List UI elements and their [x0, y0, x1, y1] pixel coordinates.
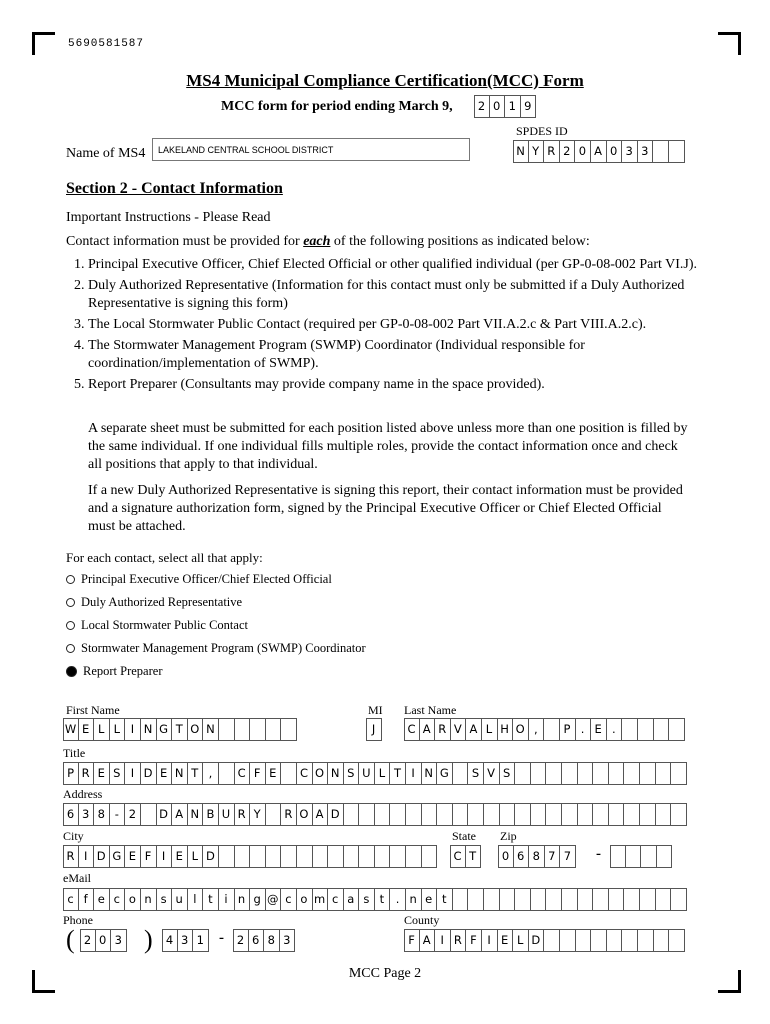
char-cell [390, 845, 406, 868]
char-cell [546, 803, 562, 826]
char-cell [591, 929, 607, 952]
char-cell: 2 [233, 929, 249, 952]
char-cell: T [172, 718, 188, 741]
intro-text: Contact information must be provided for each of the following positions as indicated below: [66, 234, 590, 249]
char-cell [281, 762, 297, 785]
char-cell: G [110, 845, 126, 868]
char-cell: 2 [474, 95, 490, 118]
zip-label: Zip [500, 829, 517, 843]
char-cell [609, 803, 625, 826]
radio-icon[interactable] [66, 644, 75, 653]
char-cell: A [591, 140, 607, 163]
char-cell [671, 888, 687, 911]
char-cell: E [591, 718, 607, 741]
char-cell: 3 [280, 929, 296, 952]
char-cell: s [359, 888, 375, 911]
char-cell: E [79, 718, 95, 741]
phone-line-field[interactable] [233, 929, 295, 952]
char-cell: H [498, 718, 514, 741]
char-cell [468, 888, 484, 911]
char-cell: U [359, 762, 375, 785]
char-cell [640, 762, 656, 785]
char-cell: 6 [514, 845, 530, 868]
spdes-id-field[interactable] [513, 140, 685, 163]
char-cell: N [422, 762, 438, 785]
radio-icon[interactable] [66, 621, 75, 630]
char-cell: I [125, 718, 141, 741]
char-cell: O [313, 762, 329, 785]
char-cell [266, 845, 282, 868]
char-cell [344, 803, 360, 826]
char-cell [626, 845, 642, 868]
char-cell [437, 803, 453, 826]
char-cell: . [576, 718, 592, 741]
char-cell [281, 845, 297, 868]
char-cell: 3 [622, 140, 638, 163]
char-cell [468, 803, 484, 826]
char-cell [141, 803, 157, 826]
char-cell: t [375, 888, 391, 911]
char-cell [669, 718, 685, 741]
char-cell [560, 929, 576, 952]
char-cell: F [404, 929, 420, 952]
phone-open-paren: ( [66, 925, 75, 954]
char-cell [235, 845, 251, 868]
note-authorized-rep: If a new Duly Authorized Representative is signing this report, their contact information must be provided and a signature authorization form, signed by the Principal Executive Officer or Chief Elected Official must be attached. [88, 483, 683, 534]
last-name-label: Last Name [404, 703, 457, 717]
char-cell: 3 [638, 140, 654, 163]
char-cell [607, 929, 623, 952]
char-cell: - [110, 803, 126, 826]
char-cell: D [328, 803, 344, 826]
first-name-field[interactable] [63, 718, 297, 741]
phone-dash: - [219, 930, 224, 946]
char-cell: 3 [79, 803, 95, 826]
role-label: Principal Executive Officer/Chief Elected Official [81, 572, 332, 586]
char-cell: S [110, 762, 126, 785]
char-cell: u [172, 888, 188, 911]
char-cell [219, 845, 235, 868]
char-cell [562, 888, 578, 911]
char-cell: 7 [545, 845, 561, 868]
char-cell: c [63, 888, 79, 911]
phone-prefix-field[interactable] [162, 929, 209, 952]
address-label: Address [63, 787, 103, 801]
char-cell: 3 [178, 929, 194, 952]
char-cell [453, 803, 469, 826]
char-cell: m [313, 888, 329, 911]
char-cell [281, 718, 297, 741]
char-cell [453, 888, 469, 911]
corner-mark-top-right [718, 32, 741, 55]
role-option-report-preparer[interactable] [66, 664, 162, 679]
important-instructions: Important Instructions - Please Read [66, 210, 271, 225]
char-cell: N [328, 762, 344, 785]
char-cell [656, 762, 672, 785]
char-cell: a [344, 888, 360, 911]
char-cell: 4 [162, 929, 178, 952]
state-label: State [452, 829, 476, 843]
char-cell [328, 845, 344, 868]
char-cell [406, 803, 422, 826]
position-item: 2. Duly Authorized Representative (Information for this contact must only be submitted if a Duly Authorized Representative is signing this form) [88, 277, 706, 313]
char-cell: N [141, 718, 157, 741]
first-name-label: First Name [66, 703, 120, 717]
char-cell [484, 888, 500, 911]
char-cell [546, 762, 562, 785]
role-option-principal[interactable] [66, 572, 332, 587]
char-cell [250, 845, 266, 868]
state-field[interactable] [450, 845, 481, 868]
char-cell: C [297, 762, 313, 785]
char-cell [638, 718, 654, 741]
char-cell: R [281, 803, 297, 826]
char-cell: e [422, 888, 438, 911]
char-cell: N [172, 762, 188, 785]
char-cell: A [466, 718, 482, 741]
email-label: eMail [63, 871, 91, 885]
char-cell: i [219, 888, 235, 911]
char-cell [359, 803, 375, 826]
phone-label: Phone [63, 913, 93, 927]
char-cell: L [110, 718, 126, 741]
char-cell [297, 845, 313, 868]
char-cell: P [63, 762, 79, 785]
phone-area-field[interactable] [80, 929, 127, 952]
char-cell [375, 845, 391, 868]
char-cell: , [529, 718, 545, 741]
char-cell: L [188, 845, 204, 868]
char-cell [624, 762, 640, 785]
char-cell: V [451, 718, 467, 741]
radio-icon[interactable] [66, 598, 75, 607]
char-cell: R [435, 718, 451, 741]
char-cell: @ [266, 888, 282, 911]
char-cell [500, 803, 516, 826]
role-option-swmp-coordinator[interactable] [66, 641, 366, 656]
char-cell [562, 803, 578, 826]
char-cell: g [250, 888, 266, 911]
char-cell: R [544, 140, 560, 163]
char-cell: s [157, 888, 173, 911]
char-cell: V [484, 762, 500, 785]
county-field[interactable] [404, 929, 685, 952]
char-cell [653, 140, 669, 163]
zip-dash: - [596, 846, 601, 862]
char-cell: R [63, 845, 79, 868]
char-cell: 0 [96, 929, 112, 952]
mi-label: MI [368, 703, 383, 717]
char-cell: R [451, 929, 467, 952]
serial-number: 5690581587 [68, 38, 145, 50]
char-cell [576, 929, 592, 952]
char-cell [390, 803, 406, 826]
char-cell: R [79, 762, 95, 785]
position-item: 5. Report Preparer (Consultants may provide company name in the space provided). [88, 376, 706, 394]
char-cell: A [172, 803, 188, 826]
char-cell: W [63, 718, 79, 741]
char-cell: D [157, 803, 173, 826]
char-cell [669, 140, 685, 163]
char-cell: N [203, 718, 219, 741]
char-cell: I [79, 845, 95, 868]
char-cell [500, 888, 516, 911]
char-cell: O [513, 718, 529, 741]
char-cell [609, 762, 625, 785]
char-cell: n [141, 888, 157, 911]
char-cell [546, 888, 562, 911]
char-cell [593, 888, 609, 911]
mi-field[interactable] [366, 718, 382, 741]
char-cell: C [235, 762, 251, 785]
char-cell: 1 [505, 95, 521, 118]
char-cell [344, 845, 360, 868]
char-cell [610, 845, 626, 868]
section-title: Section 2 - Contact Information [66, 180, 283, 197]
char-cell: F [250, 762, 266, 785]
char-cell: 2 [125, 803, 141, 826]
char-cell: I [125, 762, 141, 785]
char-cell: L [94, 718, 110, 741]
char-cell [266, 718, 282, 741]
radio-icon[interactable] [66, 575, 75, 584]
char-cell: n [235, 888, 251, 911]
char-cell: 2 [80, 929, 96, 952]
county-label: County [404, 913, 440, 927]
role-label: Report Preparer [83, 664, 163, 678]
char-cell: I [406, 762, 422, 785]
role-label: Duly Authorized Representative [81, 595, 243, 609]
char-cell: 9 [521, 95, 537, 118]
char-cell: F [141, 845, 157, 868]
char-cell: 1 [193, 929, 209, 952]
char-cell [235, 718, 251, 741]
char-cell: 0 [490, 95, 506, 118]
char-cell [359, 845, 375, 868]
char-cell: S [500, 762, 516, 785]
char-cell: 6 [63, 803, 79, 826]
char-cell [624, 803, 640, 826]
char-cell: o [297, 888, 313, 911]
page-number: MCC Page 2 [348, 966, 422, 981]
char-cell: . [390, 888, 406, 911]
char-cell [624, 888, 640, 911]
char-cell [609, 888, 625, 911]
char-cell: F [466, 929, 482, 952]
ms4-name-label: Name of MS4 [66, 146, 146, 161]
char-cell: 6 [249, 929, 265, 952]
char-cell: , [203, 762, 219, 785]
char-cell [531, 803, 547, 826]
char-cell [640, 803, 656, 826]
char-cell: 8 [264, 929, 280, 952]
char-cell: 0 [575, 140, 591, 163]
char-cell [669, 929, 685, 952]
char-cell [593, 762, 609, 785]
title-label: Title [63, 746, 86, 760]
char-cell [515, 803, 531, 826]
char-cell: N [188, 803, 204, 826]
phone-close-paren: ) [144, 925, 153, 954]
char-cell [654, 929, 670, 952]
char-cell: D [529, 929, 545, 952]
title-field[interactable] [63, 762, 687, 785]
char-cell: c [281, 888, 297, 911]
spdes-label: SPDES ID [516, 124, 568, 138]
char-cell [531, 888, 547, 911]
role-label: Stormwater Management Program (SWMP) Coordinator [81, 641, 366, 655]
char-cell [638, 929, 654, 952]
char-cell: A [313, 803, 329, 826]
char-cell: S [344, 762, 360, 785]
char-cell: t [203, 888, 219, 911]
city-field[interactable] [63, 845, 437, 868]
char-cell: E [498, 929, 514, 952]
char-cell: L [513, 929, 529, 952]
char-cell: T [188, 762, 204, 785]
char-cell [656, 803, 672, 826]
char-cell: c [110, 888, 126, 911]
corner-mark-top-left [32, 32, 55, 55]
char-cell: A [420, 929, 436, 952]
char-cell: o [125, 888, 141, 911]
char-cell [656, 888, 672, 911]
period-label: MCC form for period ending March 9, [221, 99, 453, 114]
char-cell: I [157, 845, 173, 868]
char-cell [422, 845, 438, 868]
char-cell: P [560, 718, 576, 741]
position-item: 1. Principal Executive Officer, Chief Elected Official or other qualified individual (per GP-0-08-002 Part VI.J). [88, 256, 706, 274]
radio-icon[interactable] [66, 666, 77, 677]
char-cell [654, 718, 670, 741]
char-cell: L [482, 718, 498, 741]
char-cell: I [435, 929, 451, 952]
char-cell [515, 888, 531, 911]
char-cell: 2 [560, 140, 576, 163]
char-cell: L [375, 762, 391, 785]
char-cell: O [188, 718, 204, 741]
char-cell [641, 845, 657, 868]
char-cell: G [157, 718, 173, 741]
address-field[interactable] [63, 803, 687, 826]
char-cell: t [437, 888, 453, 911]
city-label: City [63, 829, 84, 843]
char-cell [671, 803, 687, 826]
char-cell [266, 803, 282, 826]
ms4-name-input[interactable]: LAKELAND CENTRAL SCHOOL DISTRICT [152, 138, 470, 161]
char-cell [657, 845, 673, 868]
position-item: 3. The Local Stormwater Public Contact (required per GP-0-08-002 Part VII.A.2.c & Part VIII.A.2.c). [88, 316, 706, 334]
zip4-field[interactable] [610, 845, 672, 868]
char-cell [640, 888, 656, 911]
char-cell [422, 803, 438, 826]
char-cell: n [406, 888, 422, 911]
char-cell: 8 [94, 803, 110, 826]
char-cell: I [482, 929, 498, 952]
char-cell: c [328, 888, 344, 911]
char-cell [622, 929, 638, 952]
char-cell [622, 718, 638, 741]
char-cell: . [607, 718, 623, 741]
char-cell: 8 [529, 845, 545, 868]
char-cell: A [420, 718, 436, 741]
char-cell [406, 845, 422, 868]
char-cell: D [141, 762, 157, 785]
char-cell: E [125, 845, 141, 868]
char-cell [531, 762, 547, 785]
char-cell: O [297, 803, 313, 826]
char-cell: U [219, 803, 235, 826]
char-cell [219, 718, 235, 741]
char-cell [562, 762, 578, 785]
position-item: 4. The Stormwater Management Program (SWMP) Coordinator (Individual responsible for coordination/implementation of SWMP). [88, 337, 706, 373]
char-cell: E [94, 762, 110, 785]
char-cell [578, 762, 594, 785]
char-cell [375, 803, 391, 826]
char-cell: E [157, 762, 173, 785]
period-year-field[interactable] [474, 95, 536, 118]
char-cell: 3 [111, 929, 127, 952]
email-field[interactable] [63, 888, 687, 911]
role-label: Local Stormwater Public Contact [81, 618, 248, 632]
char-cell [544, 718, 560, 741]
role-option-public-contact[interactable] [66, 618, 248, 633]
char-cell [671, 762, 687, 785]
char-cell [219, 762, 235, 785]
char-cell: J [366, 718, 382, 741]
char-cell: T [390, 762, 406, 785]
char-cell [593, 803, 609, 826]
last-name-field[interactable] [404, 718, 685, 741]
char-cell [250, 718, 266, 741]
char-cell: 0 [498, 845, 514, 868]
char-cell [484, 803, 500, 826]
form-title: MS4 Municipal Compliance Certification(MCC) Form [186, 71, 584, 90]
char-cell: C [404, 718, 420, 741]
char-cell: B [203, 803, 219, 826]
char-cell: S [468, 762, 484, 785]
char-cell: e [94, 888, 110, 911]
char-cell: 0 [607, 140, 623, 163]
char-cell: f [79, 888, 95, 911]
positions-list [66, 256, 706, 397]
char-cell: l [188, 888, 204, 911]
char-cell: Y [529, 140, 545, 163]
role-option-duly-authorized[interactable] [66, 595, 242, 610]
char-cell: D [203, 845, 219, 868]
char-cell: E [266, 762, 282, 785]
char-cell: R [235, 803, 251, 826]
char-cell: T [466, 845, 482, 868]
char-cell: E [172, 845, 188, 868]
char-cell [453, 762, 469, 785]
char-cell: 7 [560, 845, 576, 868]
char-cell [544, 929, 560, 952]
char-cell [578, 888, 594, 911]
char-cell: G [437, 762, 453, 785]
char-cell [578, 803, 594, 826]
char-cell: Y [250, 803, 266, 826]
note-separate-sheet: A separate sheet must be submitted for each position listed above unless more than one position is filled by the same individual. If one individual fills multiple roles, provide the contact information once and check all positions that apply to that individual. [88, 421, 688, 472]
char-cell [515, 762, 531, 785]
char-cell [313, 845, 329, 868]
char-cell: N [513, 140, 529, 163]
select-label: For each contact, select all that apply: [66, 550, 263, 565]
char-cell: D [94, 845, 110, 868]
zip-field[interactable] [498, 845, 576, 868]
char-cell: C [450, 845, 466, 868]
